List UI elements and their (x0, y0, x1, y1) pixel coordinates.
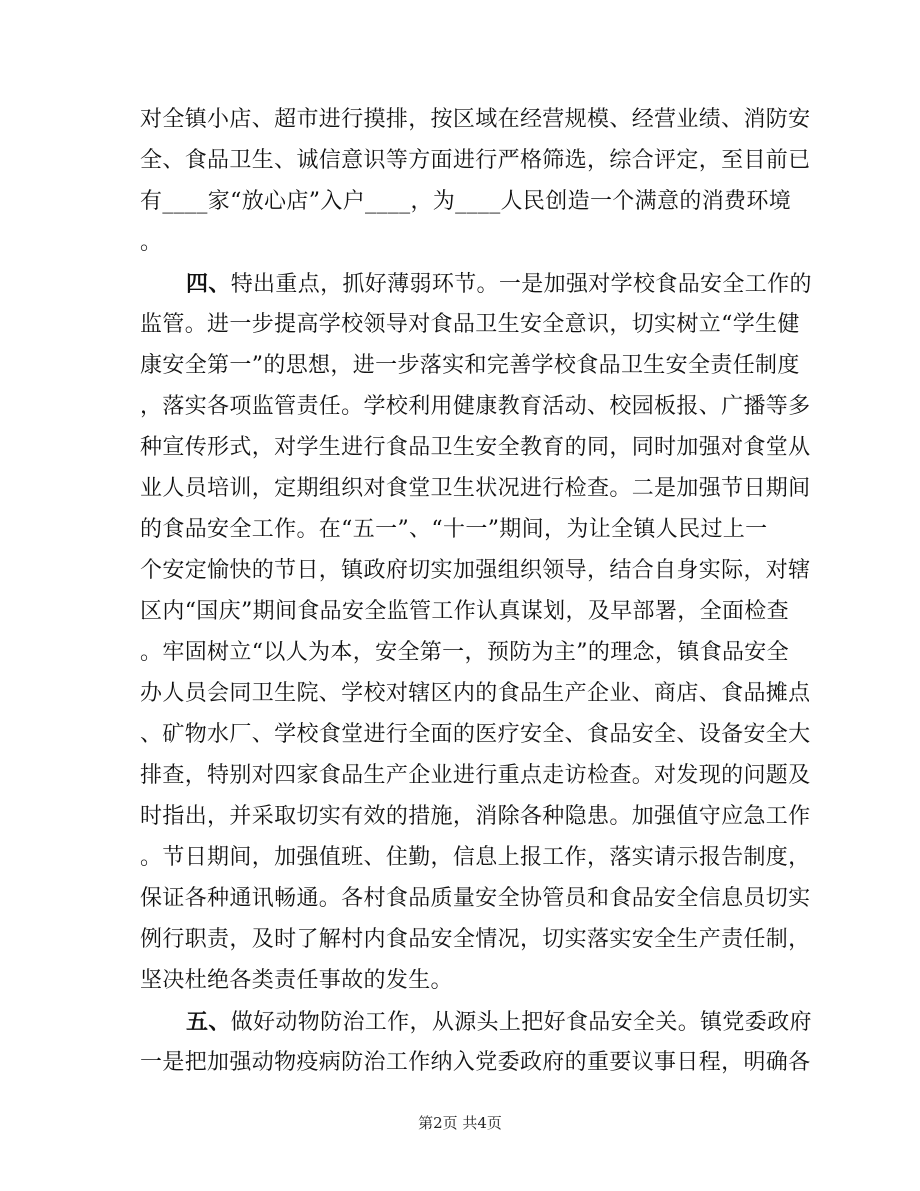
page-number-footer: 第2页 共4页 (418, 1114, 502, 1132)
section-four-first-line: 四、特出重点，抓好薄弱环节。一是加强对学校食品安全工作的 (186, 271, 812, 297)
text-line: 。牢固树立“以人为本，安全第一，预防为主”的理念，镇食品安全 (140, 640, 789, 665)
text-line: 个安定愉快的节日，镇政府切实加强组织领导，结合自身实际，对辖 (140, 558, 811, 583)
text-line: 业人员培训，定期组织对食堂卫生状况进行检查。二是加强节日期间 (140, 476, 811, 501)
text-line: 时指出，并采取切实有效的措施，消除各种隐患。加强值守应急工作 (140, 804, 811, 829)
text-line: 区内“国庆”期间食品安全监管工作认真谋划，及早部署，全面检查 (140, 599, 789, 624)
text-line: 办人员会同卫生院、学校对辖区内的食品生产企业、商店、食品摊点 (140, 681, 811, 706)
text-line: 全、食品卫生、诚信意识等方面进行严格筛选，综合评定，至目前已 (140, 148, 811, 173)
text-line: 、矿物水厂、学校食堂进行全面的医疗安全、食品安全、设备安全大 (140, 722, 811, 747)
text-line: 康安全第一”的思想，进一步落实和完善学校食品卫生安全责任制度 (140, 353, 800, 378)
text-line: 有____家“放心店”入户____，为____人民创造一个满意的消费环境 (140, 189, 792, 214)
text-line: 种宣传形式，对学生进行食品卫生安全教育的同，同时加强对食堂从 (140, 435, 811, 460)
text-line: 保证各种通讯畅通。各村食品质量安全协管员和食品安全信息员切实 (140, 886, 811, 911)
section-five-first-line: 五、做好动物防治工作，从源头上把好食品安全关。镇党委政府 (186, 1009, 812, 1035)
text-line: 监管。进一步提高学校领导对食品卫生安全意识，切实树立“学生健 (140, 312, 800, 337)
section-four-heading: 四、 (186, 271, 231, 297)
text-line: 的食品安全工作。在“五一”、“十一”期间，为让全镇人民过上一 (140, 517, 768, 542)
text-line: 。 (140, 230, 163, 255)
text-line: 对全镇小店、超市进行摸排，按区域在经营规模、经营业绩、消防安 (140, 107, 811, 132)
text-line: 一是把加强动物疫病防治工作纳入党委政府的重要议事日程，明确各 (140, 1050, 811, 1075)
text-line: 坚决杜绝各类责任事故的发生。 (140, 968, 453, 993)
text-line: 排查，特别对四家食品生产企业进行重点走访检查。对发现的问题及 (140, 763, 811, 788)
text-line: 例行职责，及时了解村内食品安全情况，切实落实安全生产责任制， (140, 927, 811, 952)
text-line: 。节日期间，加强值班、住勤，信息上报工作，落实请示报告制度， (140, 845, 811, 870)
section-five-heading: 五、 (186, 1009, 231, 1035)
text-line: ，落实各项监管责任。学校利用健康教育活动、校园板报、广播等多 (140, 394, 811, 419)
